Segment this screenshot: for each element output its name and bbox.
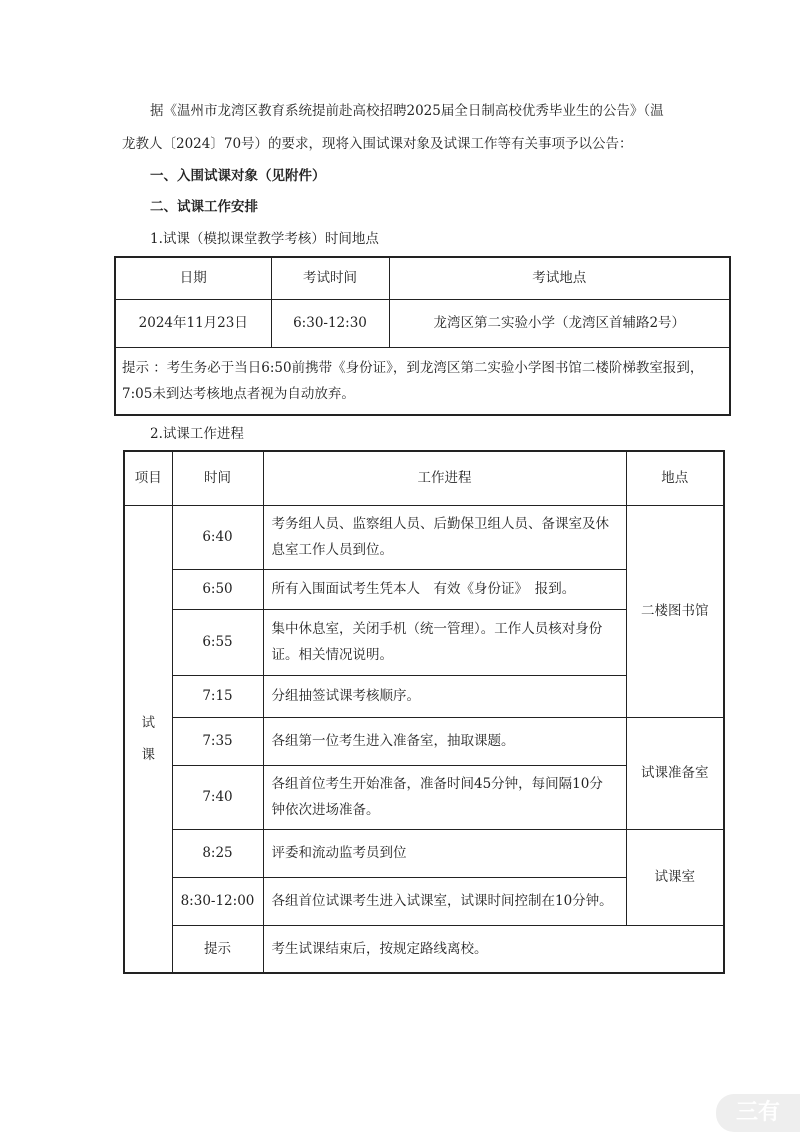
row-time: 7:40 (172, 765, 263, 829)
row-time: 6:55 (172, 609, 263, 675)
row-time: 8:30-12:00 (172, 877, 263, 925)
exam-note-line-2: 7:05未到达考核地点者视为自动放弃。 (122, 385, 355, 402)
header-time: 时间 (172, 451, 263, 505)
header-date: 日期 (115, 257, 271, 299)
exam-note-line-1: 提示 ：考生务必于当日6:50前携带《身份证》，到龙湾区第二实验小学图书馆二楼阶梯教室报到， (122, 359, 704, 376)
header-time: 考试时间 (271, 257, 389, 299)
exam-note (115, 347, 730, 415)
section-1-heading: 一、入围试课对象（见附件） (150, 168, 326, 184)
row-time: 7:35 (172, 717, 263, 765)
row-time: 提示 (172, 925, 263, 973)
cell-date: 2024年11月23日 (115, 299, 271, 347)
row-progress-line: 各组首位考生开始准备，准备时间45分钟，每间隔10分 (271, 776, 603, 792)
location-trial-room: 试课室 (626, 829, 724, 925)
project-char-2: 课 (141, 746, 155, 763)
row-progress: 考生试课结束后，按规定路线离校。 (263, 925, 724, 973)
section-2-heading: 二、试课工作安排 (150, 199, 258, 215)
intro-line-1: 据《温州市龙湾区教育系统提前赴高校招聘2025届全日制高校优秀毕业生的公告》（温 (150, 103, 664, 119)
header-project: 项目 (124, 451, 172, 505)
project-cell (124, 505, 172, 973)
watermark-logo: 三有 (716, 1094, 800, 1132)
project-char-1: 试 (141, 714, 155, 731)
cell-time: 6:30-12:30 (271, 299, 389, 347)
row-progress (263, 505, 626, 569)
row-progress: 评委和流动监考员到位 (263, 829, 626, 877)
header-progress: 工作进程 (263, 451, 626, 505)
row-progress: 分组抽签试课考核顺序。 (263, 675, 626, 717)
subheading-2: 2.试课工作进程 (150, 426, 244, 442)
row-progress: 各组第一位考生进入准备室，抽取课题。 (263, 717, 626, 765)
cell-location: 龙湾区第二实验小学（龙湾区首辅路2号） (389, 299, 730, 347)
row-time: 8:25 (172, 829, 263, 877)
row-progress-line: 钟依次进场准备。 (271, 802, 380, 818)
header-place: 地点 (626, 451, 724, 505)
row-progress-line: 考务组人员、监察组人员、后勤保卫组人员、备课室及休 (271, 516, 609, 532)
row-time: 6:40 (172, 505, 263, 569)
header-location: 考试地点 (389, 257, 730, 299)
row-progress (263, 609, 626, 675)
location-prep-room: 试课准备室 (626, 717, 724, 829)
row-time: 7:15 (172, 675, 263, 717)
row-progress-line: 集中休息室，关闭手机（统一管理）。工作人员核对身份 (271, 621, 603, 637)
row-progress: 所有入围面试考生凭本人 有效《身份证》 报到。 (263, 569, 626, 609)
subheading-1: 1.试课（模拟课堂教学考核）时间地点 (150, 231, 379, 247)
intro-line-2: 龙教人〔2024〕70号）的要求，现将入围试课对象及试课工作等有关事项予以公告： (122, 136, 633, 152)
row-progress: 各组首位试课考生进入试课室，试课时间控制在10分钟。 (263, 877, 626, 925)
row-time: 6:50 (172, 569, 263, 609)
row-progress-line: 息室工作人员到位。 (271, 542, 393, 558)
exam-schedule-table (114, 256, 731, 416)
row-progress-line: 证。相关情况说明。 (271, 647, 393, 663)
row-progress (263, 765, 626, 829)
workflow-table (123, 450, 725, 974)
location-library: 二楼图书馆 (626, 505, 724, 717)
